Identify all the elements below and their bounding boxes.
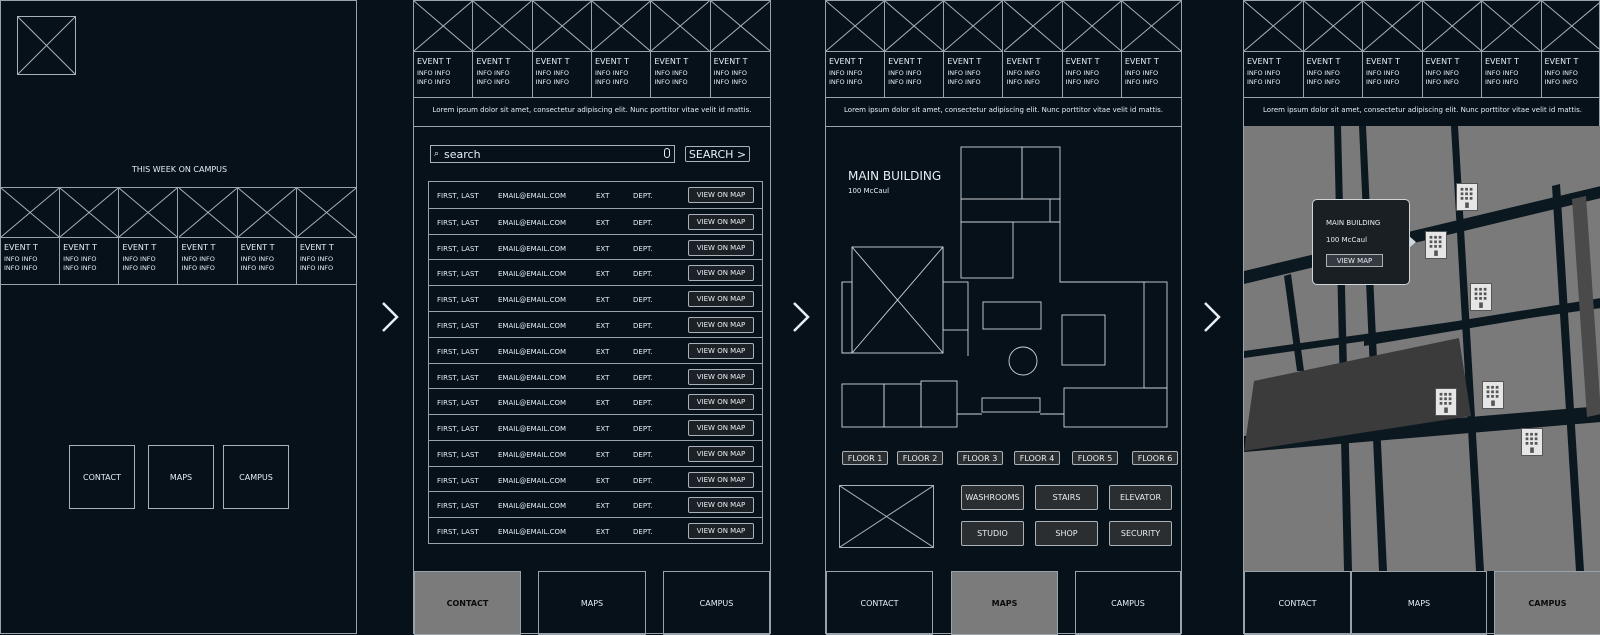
contact-dept: DEPT. bbox=[633, 192, 653, 200]
nav-campus[interactable]: CAMPUS bbox=[663, 571, 770, 635]
event-card[interactable] bbox=[1542, 1, 1600, 97]
event-info: INFO INFO bbox=[417, 69, 450, 77]
building-marker-icon[interactable] bbox=[1521, 428, 1543, 456]
search-input[interactable]: ⌕ search bbox=[430, 145, 675, 163]
banner-text: Lorem ipsum dolor sit amet, consectetur adipiscing elit. Nunc porttitor vitae velit id mattis. bbox=[414, 107, 770, 114]
event-info: INFO INFO bbox=[1247, 69, 1280, 77]
event-info: INFO INFO bbox=[122, 264, 155, 272]
floor-button-3[interactable]: FLOOR 3 bbox=[957, 451, 1003, 465]
view-on-map-button[interactable]: VIEW ON MAP bbox=[688, 446, 754, 462]
event-card[interactable] bbox=[414, 1, 473, 97]
event-image-placeholder bbox=[1, 188, 59, 238]
building-marker-icon[interactable] bbox=[1435, 388, 1457, 416]
event-title: EVENT T bbox=[122, 243, 156, 252]
event-strip bbox=[826, 1, 1181, 98]
contact-email[interactable]: EMAIL@EMAIL.COM bbox=[498, 528, 566, 536]
event-image-placeholder bbox=[473, 1, 531, 52]
event-info: INFO INFO bbox=[1066, 78, 1099, 86]
event-info: INFO INFO bbox=[122, 255, 155, 263]
event-info: INFO INFO bbox=[63, 264, 96, 272]
event-card[interactable] bbox=[1004, 1, 1063, 97]
contact-name: FIRST, LAST bbox=[437, 192, 479, 200]
floor-button-5[interactable]: FLOOR 5 bbox=[1072, 451, 1118, 465]
event-card[interactable] bbox=[1423, 1, 1483, 97]
event-info: INFO INFO bbox=[1485, 69, 1518, 77]
event-info: INFO INFO bbox=[536, 69, 569, 77]
contact-name: FIRST, LAST bbox=[437, 374, 479, 382]
contact-dept: DEPT. bbox=[633, 296, 653, 304]
contact-ext: EXT bbox=[596, 477, 609, 485]
event-info: INFO INFO bbox=[1307, 78, 1340, 86]
event-title: EVENT T bbox=[1066, 57, 1100, 66]
home-screen bbox=[0, 0, 357, 634]
floor-button-2[interactable]: FLOOR 2 bbox=[897, 451, 943, 465]
directory-table bbox=[428, 181, 763, 544]
event-card[interactable] bbox=[1122, 1, 1181, 97]
contact-name: FIRST, LAST bbox=[437, 296, 479, 304]
event-strip bbox=[1, 187, 356, 285]
view-on-map-button[interactable]: VIEW ON MAP bbox=[688, 523, 754, 539]
building-name: MAIN BUILDING bbox=[848, 170, 941, 182]
view-on-map-button[interactable]: VIEW ON MAP bbox=[688, 369, 754, 385]
contact-name: FIRST, LAST bbox=[437, 245, 479, 253]
event-card[interactable] bbox=[651, 1, 710, 97]
event-title: EVENT T bbox=[182, 243, 216, 252]
table-row bbox=[429, 491, 762, 517]
event-info: INFO INFO bbox=[1007, 78, 1040, 86]
contact-name: FIRST, LAST bbox=[437, 425, 479, 433]
contact-email[interactable]: EMAIL@EMAIL.COM bbox=[498, 219, 566, 227]
contact-email[interactable]: EMAIL@EMAIL.COM bbox=[498, 374, 566, 382]
contact-name: FIRST, LAST bbox=[437, 219, 479, 227]
building-screen bbox=[825, 0, 1182, 634]
nav-maps[interactable]: MAPS bbox=[1351, 571, 1487, 635]
contact-email[interactable]: EMAIL@EMAIL.COM bbox=[498, 425, 566, 433]
view-on-map-button[interactable]: VIEW ON MAP bbox=[688, 420, 754, 436]
event-card[interactable] bbox=[473, 1, 532, 97]
event-card[interactable] bbox=[119, 188, 178, 284]
event-info: INFO INFO bbox=[241, 264, 274, 272]
event-info: INFO INFO bbox=[476, 78, 509, 86]
event-info: INFO INFO bbox=[654, 69, 687, 77]
nav-campus[interactable]: CAMPUS bbox=[1494, 571, 1600, 635]
table-row bbox=[429, 234, 762, 260]
contact-email[interactable]: EMAIL@EMAIL.COM bbox=[498, 399, 566, 407]
contact-ext: EXT bbox=[596, 192, 609, 200]
amenity-button-shop[interactable]: SHOP bbox=[1035, 521, 1098, 546]
nav-contact[interactable]: CONTACT bbox=[414, 571, 521, 635]
event-title: EVENT T bbox=[829, 57, 863, 66]
event-image-placeholder bbox=[592, 1, 650, 52]
event-info: INFO INFO bbox=[241, 255, 274, 263]
event-image-placeholder bbox=[1304, 1, 1363, 52]
event-info: INFO INFO bbox=[595, 69, 628, 77]
event-title: EVENT T bbox=[63, 243, 97, 252]
banner-text: Lorem ipsum dolor sit amet, consectetur adipiscing elit. Nunc porttitor vitae velit id mattis. bbox=[1244, 107, 1600, 114]
event-info: INFO INFO bbox=[1366, 69, 1399, 77]
chevron-right-icon bbox=[789, 300, 813, 334]
event-title: EVENT T bbox=[417, 57, 451, 66]
event-info: INFO INFO bbox=[1366, 78, 1399, 86]
contact-dept: DEPT. bbox=[633, 245, 653, 253]
event-title: EVENT T bbox=[654, 57, 688, 66]
contact-name: FIRST, LAST bbox=[437, 322, 479, 330]
nav-contact[interactable]: CONTACT bbox=[826, 571, 933, 635]
event-title: EVENT T bbox=[1366, 57, 1400, 66]
building-marker-icon[interactable] bbox=[1482, 381, 1504, 409]
event-info: INFO INFO bbox=[4, 264, 37, 272]
event-card[interactable] bbox=[885, 1, 944, 97]
event-image-placeholder bbox=[711, 1, 770, 52]
event-title: EVENT T bbox=[714, 57, 748, 66]
contact-name: FIRST, LAST bbox=[437, 399, 479, 407]
event-image-placeholder bbox=[1363, 1, 1422, 52]
view-map-button[interactable]: VIEW MAP bbox=[1326, 254, 1383, 267]
event-image-placeholder bbox=[1423, 1, 1482, 52]
event-card[interactable] bbox=[179, 188, 238, 284]
event-info: INFO INFO bbox=[714, 78, 747, 86]
event-info: INFO INFO bbox=[1545, 69, 1578, 77]
view-on-map-button[interactable]: VIEW ON MAP bbox=[688, 472, 754, 488]
table-row bbox=[429, 285, 762, 311]
contact-name: FIRST, LAST bbox=[437, 528, 479, 536]
table-row bbox=[429, 466, 762, 492]
contact-dept: DEPT. bbox=[633, 219, 653, 227]
nav-contact[interactable]: CONTACT bbox=[1244, 571, 1351, 635]
event-image-placeholder bbox=[1244, 1, 1303, 52]
microphone-icon[interactable] bbox=[664, 148, 670, 158]
table-row bbox=[429, 182, 762, 208]
event-image-placeholder bbox=[238, 188, 296, 238]
event-info: INFO INFO bbox=[654, 78, 687, 86]
building-marker-icon[interactable] bbox=[1470, 283, 1492, 311]
contact-ext: EXT bbox=[596, 245, 609, 253]
event-title: EVENT T bbox=[476, 57, 510, 66]
event-title: EVENT T bbox=[536, 57, 570, 66]
event-image-placeholder bbox=[1542, 1, 1600, 52]
view-on-map-button[interactable]: VIEW ON MAP bbox=[688, 214, 754, 230]
contact-ext: EXT bbox=[596, 219, 609, 227]
contact-email[interactable]: EMAIL@EMAIL.COM bbox=[498, 477, 566, 485]
event-title: EVENT T bbox=[1545, 57, 1579, 66]
table-row bbox=[429, 259, 762, 285]
event-info: INFO INFO bbox=[300, 255, 333, 263]
amenity-button-stairs[interactable]: STAIRS bbox=[1035, 485, 1098, 510]
event-image-placeholder bbox=[297, 188, 356, 238]
contact-email[interactable]: EMAIL@EMAIL.COM bbox=[498, 502, 566, 510]
contact-email[interactable]: EMAIL@EMAIL.COM bbox=[498, 270, 566, 278]
banner-text: Lorem ipsum dolor sit amet, consectetur adipiscing elit. Nunc porttitor vitae velit id mattis. bbox=[826, 107, 1181, 114]
event-title: EVENT T bbox=[300, 243, 334, 252]
contact-ext: EXT bbox=[596, 270, 609, 278]
directory-screen bbox=[413, 0, 771, 634]
event-info: INFO INFO bbox=[947, 78, 980, 86]
event-image-placeholder bbox=[60, 188, 118, 238]
amenity-button-washrooms[interactable]: WASHROOMS bbox=[961, 485, 1024, 510]
contact-ext: EXT bbox=[596, 425, 609, 433]
floor-button-4[interactable]: FLOOR 4 bbox=[1014, 451, 1060, 465]
event-info: INFO INFO bbox=[1426, 69, 1459, 77]
building-address: 100 McCaul bbox=[848, 188, 889, 195]
contact-tile[interactable]: CONTACT bbox=[69, 445, 135, 509]
floor-plan bbox=[840, 146, 1170, 431]
logo-placeholder bbox=[17, 16, 76, 75]
event-card[interactable] bbox=[533, 1, 592, 97]
event-card[interactable] bbox=[711, 1, 770, 97]
contact-ext: EXT bbox=[596, 348, 609, 356]
event-card[interactable] bbox=[592, 1, 651, 97]
chevron-right-icon bbox=[378, 300, 402, 334]
event-card[interactable] bbox=[60, 188, 119, 284]
contact-dept: DEPT. bbox=[633, 322, 653, 330]
contact-ext: EXT bbox=[596, 296, 609, 304]
view-on-map-button[interactable]: VIEW ON MAP bbox=[688, 343, 754, 359]
event-image-placeholder bbox=[651, 1, 709, 52]
contact-email[interactable]: EMAIL@EMAIL.COM bbox=[498, 245, 566, 253]
nav-maps[interactable]: MAPS bbox=[951, 571, 1058, 635]
contact-name: FIRST, LAST bbox=[437, 451, 479, 459]
contact-ext: EXT bbox=[596, 399, 609, 407]
event-card[interactable] bbox=[944, 1, 1003, 97]
table-row bbox=[429, 414, 762, 440]
contact-dept: DEPT. bbox=[633, 425, 653, 433]
event-image-placeholder bbox=[1004, 1, 1062, 52]
event-card[interactable] bbox=[1063, 1, 1122, 97]
contact-dept: DEPT. bbox=[633, 477, 653, 485]
event-info: INFO INFO bbox=[829, 69, 862, 77]
table-row bbox=[429, 337, 762, 363]
event-card[interactable] bbox=[1, 188, 60, 284]
event-info: INFO INFO bbox=[888, 78, 921, 86]
event-card[interactable] bbox=[238, 188, 297, 284]
campus-map[interactable] bbox=[1244, 126, 1600, 571]
event-image-placeholder bbox=[179, 188, 237, 238]
event-info: INFO INFO bbox=[182, 264, 215, 272]
event-card[interactable] bbox=[826, 1, 885, 97]
event-info: INFO INFO bbox=[1545, 78, 1578, 86]
image-placeholder bbox=[839, 485, 934, 548]
event-title: EVENT T bbox=[1426, 57, 1460, 66]
campus-map-screen bbox=[1243, 0, 1600, 634]
table-row bbox=[429, 311, 762, 337]
event-image-placeholder bbox=[826, 1, 884, 52]
event-info: INFO INFO bbox=[300, 264, 333, 272]
table-row bbox=[429, 363, 762, 389]
table-row bbox=[429, 388, 762, 414]
view-on-map-button[interactable]: VIEW ON MAP bbox=[688, 240, 754, 256]
view-on-map-button[interactable]: VIEW ON MAP bbox=[688, 291, 754, 307]
table-row bbox=[429, 517, 762, 543]
contact-ext: EXT bbox=[596, 528, 609, 536]
contact-dept: DEPT. bbox=[633, 528, 653, 536]
event-title: EVENT T bbox=[1485, 57, 1519, 66]
contact-email[interactable]: EMAIL@EMAIL.COM bbox=[498, 451, 566, 459]
event-image-placeholder bbox=[885, 1, 943, 52]
week-heading: THIS WEEK ON CAMPUS bbox=[1, 166, 358, 174]
contact-email[interactable]: EMAIL@EMAIL.COM bbox=[498, 348, 566, 356]
event-card[interactable] bbox=[297, 188, 356, 284]
event-info: INFO INFO bbox=[1307, 69, 1340, 77]
view-on-map-button[interactable]: VIEW ON MAP bbox=[688, 265, 754, 281]
view-on-map-button[interactable]: VIEW ON MAP bbox=[688, 394, 754, 410]
event-strip bbox=[1244, 1, 1600, 98]
event-title: EVENT T bbox=[1125, 57, 1159, 66]
event-info: INFO INFO bbox=[1125, 78, 1158, 86]
contact-name: FIRST, LAST bbox=[437, 502, 479, 510]
event-title: EVENT T bbox=[241, 243, 275, 252]
campus-tile[interactable]: CAMPUS bbox=[223, 445, 289, 509]
event-info: INFO INFO bbox=[714, 69, 747, 77]
event-image-placeholder bbox=[1122, 1, 1181, 52]
contact-ext: EXT bbox=[596, 502, 609, 510]
amenity-button-elevator[interactable]: ELEVATOR bbox=[1109, 485, 1172, 510]
event-title: EVENT T bbox=[947, 57, 981, 66]
contact-dept: DEPT. bbox=[633, 399, 653, 407]
event-image-placeholder bbox=[944, 1, 1002, 52]
event-info: INFO INFO bbox=[1485, 78, 1518, 86]
event-card[interactable] bbox=[1244, 1, 1304, 97]
maps-tile[interactable]: MAPS bbox=[148, 445, 214, 509]
contact-email[interactable]: EMAIL@EMAIL.COM bbox=[498, 296, 566, 304]
view-on-map-button[interactable]: VIEW ON MAP bbox=[688, 497, 754, 513]
event-info: INFO INFO bbox=[417, 78, 450, 86]
event-card[interactable] bbox=[1482, 1, 1542, 97]
event-image-placeholder bbox=[119, 188, 177, 238]
event-info: INFO INFO bbox=[1426, 78, 1459, 86]
event-image-placeholder bbox=[1482, 1, 1541, 52]
building-popup[interactable]: MAIN BUILDING 100 McCaul VIEW MAP bbox=[1312, 199, 1410, 285]
contact-email[interactable]: EMAIL@EMAIL.COM bbox=[498, 322, 566, 330]
amenity-button-studio[interactable]: STUDIO bbox=[961, 521, 1024, 546]
amenity-button-security[interactable]: SECURITY bbox=[1109, 521, 1172, 546]
table-row bbox=[429, 208, 762, 234]
nav-maps[interactable]: MAPS bbox=[538, 571, 646, 635]
event-info: INFO INFO bbox=[182, 255, 215, 263]
event-info: INFO INFO bbox=[947, 69, 980, 77]
floor-button-6[interactable]: FLOOR 6 bbox=[1132, 451, 1178, 465]
contact-name: FIRST, LAST bbox=[437, 477, 479, 485]
contact-ext: EXT bbox=[596, 322, 609, 330]
floor-button-1[interactable]: FLOOR 1 bbox=[842, 451, 888, 465]
event-strip bbox=[414, 1, 770, 98]
contact-email[interactable]: EMAIL@EMAIL.COM bbox=[498, 192, 566, 200]
contact-dept: DEPT. bbox=[633, 270, 653, 278]
event-info: INFO INFO bbox=[595, 78, 628, 86]
event-info: INFO INFO bbox=[63, 255, 96, 263]
contact-dept: DEPT. bbox=[633, 502, 653, 510]
event-title: EVENT T bbox=[1007, 57, 1041, 66]
view-on-map-button[interactable]: VIEW ON MAP bbox=[688, 317, 754, 333]
event-image-placeholder bbox=[414, 1, 472, 52]
event-info: INFO INFO bbox=[888, 69, 921, 77]
building-marker-icon[interactable] bbox=[1456, 183, 1478, 211]
event-image-placeholder bbox=[1063, 1, 1121, 52]
event-title: EVENT T bbox=[1247, 57, 1281, 66]
contact-ext: EXT bbox=[596, 374, 609, 382]
contact-dept: DEPT. bbox=[633, 374, 653, 382]
search-icon: ⌕ bbox=[434, 149, 439, 159]
event-info: INFO INFO bbox=[1007, 69, 1040, 77]
contact-ext: EXT bbox=[596, 451, 609, 459]
event-info: INFO INFO bbox=[1125, 69, 1158, 77]
event-info: INFO INFO bbox=[1066, 69, 1099, 77]
contact-name: FIRST, LAST bbox=[437, 348, 479, 356]
search-button[interactable]: SEARCH > bbox=[685, 146, 750, 162]
contact-name: FIRST, LAST bbox=[437, 270, 479, 278]
building-marker-icon[interactable] bbox=[1425, 231, 1447, 259]
event-title: EVENT T bbox=[595, 57, 629, 66]
event-info: INFO INFO bbox=[1247, 78, 1280, 86]
event-info: INFO INFO bbox=[829, 78, 862, 86]
contact-dept: DEPT. bbox=[633, 451, 653, 459]
contact-dept: DEPT. bbox=[633, 348, 653, 356]
event-info: INFO INFO bbox=[476, 69, 509, 77]
event-info: INFO INFO bbox=[4, 255, 37, 263]
event-title: EVENT T bbox=[888, 57, 922, 66]
table-row bbox=[429, 440, 762, 466]
event-card[interactable] bbox=[1363, 1, 1423, 97]
event-image-placeholder bbox=[533, 1, 591, 52]
event-info: INFO INFO bbox=[536, 78, 569, 86]
event-card[interactable] bbox=[1304, 1, 1364, 97]
chevron-right-icon bbox=[1200, 300, 1224, 334]
event-title: EVENT T bbox=[4, 243, 38, 252]
view-on-map-button[interactable]: VIEW ON MAP bbox=[688, 187, 754, 203]
event-title: EVENT T bbox=[1307, 57, 1341, 66]
nav-campus[interactable]: CAMPUS bbox=[1075, 571, 1181, 635]
